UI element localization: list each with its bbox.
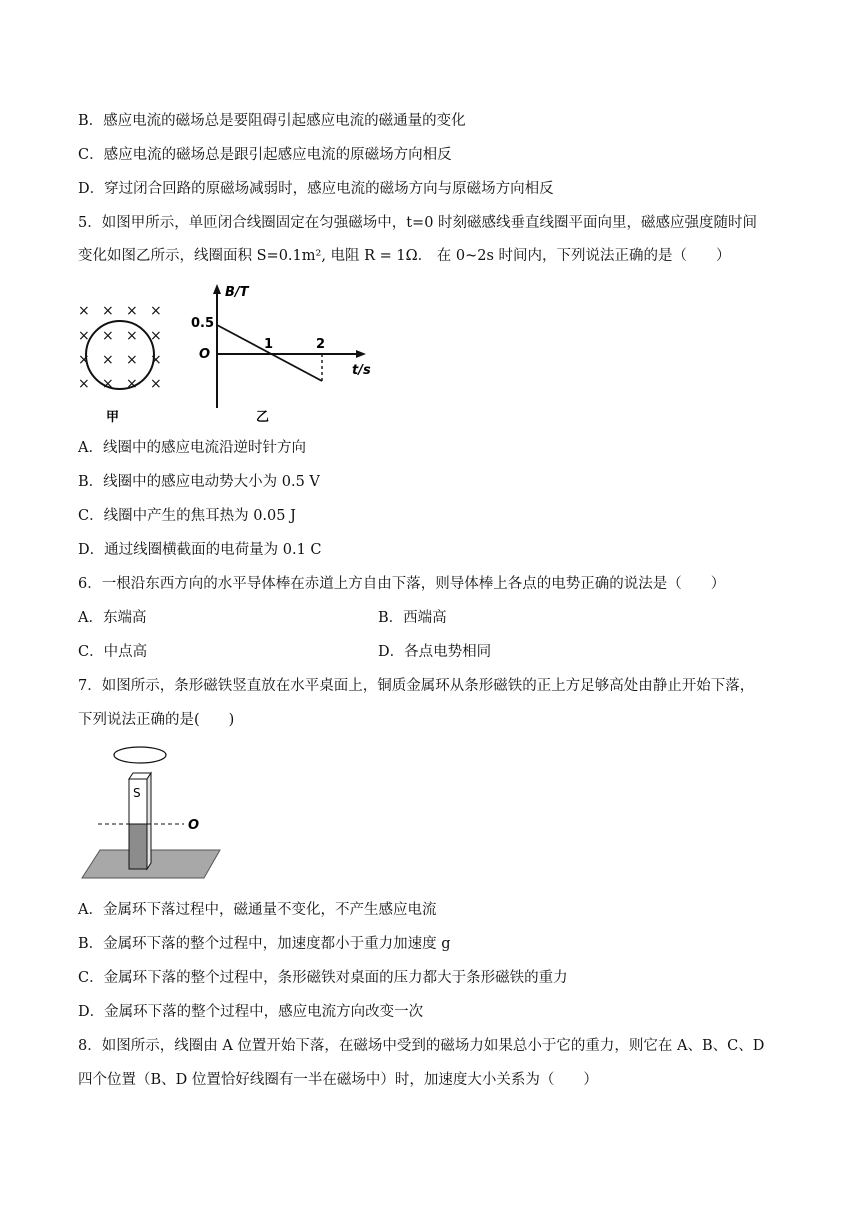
q5-option-a: A．线圈中的感应电流沿逆时针方向 bbox=[78, 440, 306, 456]
q5-option-d: D．通过线圈横截面的电荷量为 0.1 C bbox=[78, 542, 322, 558]
label-jia: 甲 bbox=[106, 410, 120, 425]
point-o-label: O bbox=[188, 818, 200, 833]
cross-mark: × bbox=[126, 376, 138, 392]
q5-option-c: C．线圈中产生的焦耳热为 0.05 J bbox=[78, 508, 296, 524]
q7-figure bbox=[78, 742, 228, 882]
cross-mark: × bbox=[102, 352, 114, 368]
q4-option-c: C．感应电流的磁场总是跟引起感应电流的原磁场方向相反 bbox=[78, 147, 452, 163]
q7-option-a: A．金属环下落过程中，磁通量不变化，不产生感应电流 bbox=[78, 902, 437, 918]
tick-1: 1 bbox=[264, 337, 274, 352]
origin-label: O bbox=[199, 347, 211, 362]
cross-mark: × bbox=[150, 376, 162, 392]
cross-mark: × bbox=[102, 303, 114, 319]
coil-circle bbox=[86, 321, 154, 389]
q6-option-a: A．东端高 bbox=[78, 610, 147, 626]
q6-option-d: D．各点电势相同 bbox=[378, 644, 492, 660]
q5-figure bbox=[70, 280, 390, 430]
q4-option-b: B．感应电流的磁场总是要阻碍引起感应电流的磁通量的变化 bbox=[78, 113, 466, 129]
q4-option-d: D．穿过闭合回路的原磁场减弱时，感应电流的磁场方向与原磁场方向相反 bbox=[78, 181, 554, 197]
q6-option-c: C．中点高 bbox=[78, 644, 148, 660]
q7-stem-line2: 下列说法正确的是( ) bbox=[78, 712, 235, 728]
tick-0.5: 0.5 bbox=[191, 316, 215, 331]
cross-mark: × bbox=[78, 328, 90, 344]
cross-mark: × bbox=[150, 303, 162, 319]
metal-ring bbox=[114, 747, 166, 763]
cross-mark: × bbox=[150, 352, 162, 368]
cross-mark: × bbox=[78, 376, 90, 392]
label-yi: 乙 bbox=[256, 410, 270, 425]
q5-option-b: B．线圈中的感应电动势大小为 0.5 V bbox=[78, 474, 320, 490]
q6-option-b: B．西端高 bbox=[378, 610, 447, 626]
pole-s-label: S bbox=[133, 786, 141, 800]
magnetic-field-crosses bbox=[78, 303, 162, 392]
cross-mark: × bbox=[126, 303, 138, 319]
q6-stem: 6．一根沿东西方向的水平导体棒在赤道上方自由下落，则导体棒上各点的电势正确的说法是（ ） bbox=[78, 576, 726, 592]
tick-2: 2 bbox=[316, 337, 326, 352]
q7-option-d: D．金属环下落的整个过程中，感应电流方向改变一次 bbox=[78, 1004, 424, 1020]
q5-stem-line2: 变化如图乙所示，线圈面积 S=0.1m², 电阻 R = 1Ω． 在 0~2s 时间内，下列说法正确的是（ ） bbox=[78, 248, 731, 264]
cross-mark: × bbox=[102, 328, 114, 344]
q7-option-c: C．金属环下落的整个过程中，条形磁铁对桌面的压力都大于条形磁铁的重力 bbox=[78, 970, 568, 986]
cross-mark: × bbox=[102, 376, 114, 392]
y-axis-label: B/T bbox=[225, 285, 249, 300]
q7-stem-line1: 7．如图所示，条形磁铁竖直放在水平桌面上，铜质金属环从条形磁铁的正上方足够高处由静止开始下落， bbox=[78, 678, 755, 694]
cross-mark: × bbox=[150, 328, 162, 344]
x-axis-label: t/s bbox=[352, 363, 371, 378]
q8-stem-line1: 8．如图所示，线圈由 A 位置开始下落，在磁场中受到的磁场力如果总小于它的重力，则它在 A、B、C、D bbox=[78, 1038, 765, 1054]
cross-mark: × bbox=[78, 352, 90, 368]
x-axis-arrow bbox=[356, 350, 366, 358]
cross-mark: × bbox=[126, 328, 138, 344]
cross-mark: × bbox=[126, 352, 138, 368]
q8-stem-line2: 四个位置（B、D 位置恰好线圈有一半在磁场中）时，加速度大小关系为（ ） bbox=[78, 1072, 598, 1088]
b-t-graph bbox=[191, 284, 371, 425]
cross-mark: × bbox=[78, 303, 90, 319]
q5-stem-line1: 5．如图甲所示，单匝闭合线圈固定在匀强磁场中，t=0 时刻磁感线垂直线圈平面向里，磁感应强度随时间 bbox=[78, 215, 758, 231]
y-axis-arrow bbox=[213, 284, 221, 294]
q7-option-b: B．金属环下落的整个过程中，加速度都小于重力加速度 g bbox=[78, 936, 451, 952]
